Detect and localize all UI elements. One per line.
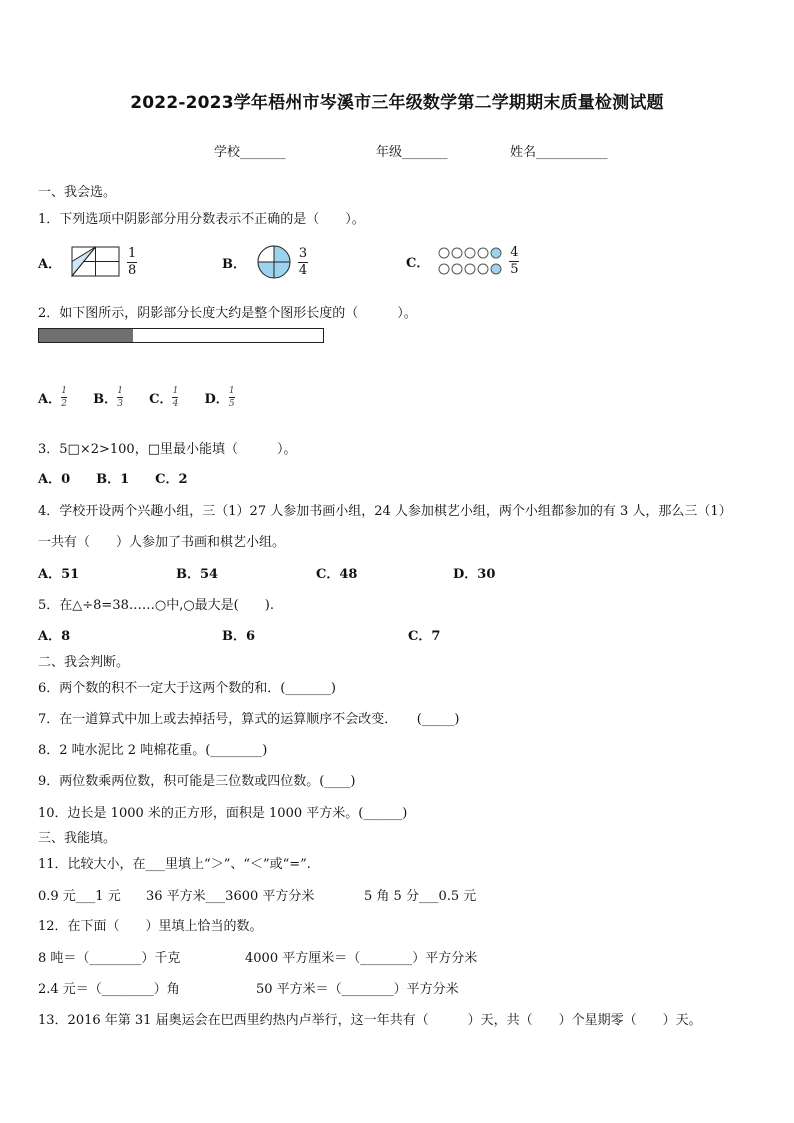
q1-option-a[interactable]: [38, 246, 137, 278]
question-12: 12．在下面（ ）里填上恰当的数。: [38, 919, 263, 934]
q2-option-a-label: A．: [38, 392, 62, 407]
q2-option-d-fraction: [229, 386, 235, 409]
fraction-denominator: 5: [228, 399, 235, 409]
question-6[interactable]: 6．两个数的积不一定大于这两个数的和．(_______): [38, 681, 336, 696]
question-9[interactable]: 9．两位数乘两位数，积可能是三位数或四位数。(____): [38, 774, 356, 789]
q1-option-c-label: C．: [406, 255, 430, 271]
q2-option-a-fraction: [61, 386, 67, 409]
q1-dots-figure: [437, 244, 505, 278]
q11-item-2[interactable]: 36 平方米___3600 平方分米: [146, 889, 315, 904]
q2-option-c[interactable]: [149, 386, 178, 409]
q2-option-b-label: B．: [93, 392, 118, 407]
q2-shaded-portion: [39, 329, 133, 342]
q1-option-a-label: A．: [38, 256, 62, 272]
q12-item-4[interactable]: 50 平方米＝（________）平方分米: [256, 982, 459, 997]
question-4-line-2: 一共有（ ）人参加了书画和棋艺小组。: [38, 535, 286, 550]
q2-options: [38, 386, 235, 409]
fraction-numerator: 1: [117, 386, 123, 396]
fraction-denominator: 5: [510, 261, 519, 277]
q1-option-a-fraction: [127, 247, 137, 278]
q4-option-b[interactable]: B．54: [176, 567, 219, 582]
q1-option-b-fraction: [298, 247, 308, 278]
question-13[interactable]: 13．2016 年第 31 届奥运会在巴西里约热内卢举行，这一年共有（ ）天，共（ ）个星期零（ ）天。: [38, 1013, 702, 1028]
section-heading-1: 一、我会选。: [38, 185, 117, 200]
question-1: 1．下列选项中阴影部分用分数表示不正确的是（ ）。: [38, 212, 365, 227]
fraction-numerator: 1: [228, 386, 235, 396]
q5-option-b[interactable]: B．6: [222, 629, 256, 644]
question-3: 3．5□×2>100，□里最小能填（ ）。: [38, 442, 297, 457]
q4-option-a[interactable]: A．51: [38, 567, 80, 582]
q2-option-d-label: D．: [204, 392, 229, 407]
q1-option-c[interactable]: [406, 244, 519, 278]
fraction-numerator: 1: [172, 386, 179, 396]
q2-option-a[interactable]: [38, 386, 67, 409]
q11-item-3[interactable]: 5 角 5 分___0.5 元: [364, 889, 477, 904]
fraction-numerator: 4: [510, 244, 519, 260]
q12-item-3[interactable]: 2.4 元＝（________）角: [38, 982, 180, 997]
fraction-numerator: 1: [61, 386, 67, 396]
q2-option-d[interactable]: [204, 386, 234, 409]
question-2: 2．如下图所示，阴影部分长度大约是整个图形长度的（ ）。: [38, 306, 417, 321]
section-heading-3: 三、我能填。: [38, 831, 117, 846]
fraction-denominator: 4: [298, 262, 308, 278]
q3-options[interactable]: A．0 B．1 C．2: [38, 472, 188, 487]
name-field[interactable]: 姓名___________: [510, 145, 608, 160]
q1-rectangle-figure: [71, 246, 121, 278]
q1-circle-figure: [256, 244, 292, 280]
fraction-denominator: 2: [61, 399, 67, 409]
fraction-denominator: 3: [117, 399, 123, 409]
q5-option-a[interactable]: A．8: [38, 629, 71, 644]
q12-item-1[interactable]: 8 吨＝（________）千克: [38, 951, 181, 966]
fraction-denominator: 4: [172, 399, 179, 409]
grade-field[interactable]: 年级_______: [376, 145, 448, 160]
school-field[interactable]: 学校_______: [214, 145, 286, 160]
question-11: 11．比较大小，在___里填上“＞”、“＜”或“=”.: [38, 857, 311, 872]
q1-option-b[interactable]: [222, 244, 308, 280]
question-10[interactable]: 10．边长是 1000 米的正方形，面积是 1000 平方米。(______): [38, 806, 408, 821]
q1-option-b-label: B．: [222, 256, 246, 272]
q2-option-b-fraction: [117, 386, 123, 409]
q2-option-c-fraction: [172, 386, 178, 409]
q2-option-b[interactable]: [93, 386, 123, 409]
q2-option-c-label: C．: [149, 392, 173, 407]
question-7[interactable]: 7．在一道算式中加上或去掉括号，算式的运算顺序不会改变． (_____): [38, 712, 460, 727]
page-title: 2022-2023学年梧州市岑溪市三年级数学第二学期期末质量检测试题: [130, 93, 664, 113]
q11-item-1[interactable]: 0.9 元___1 元: [38, 889, 121, 904]
section-heading-2: 二、我会判断。: [38, 655, 130, 670]
fraction-denominator: 8: [127, 262, 137, 278]
q12-item-2[interactable]: 4000 平方厘米＝（________）平方分米: [245, 951, 478, 966]
q5-option-c[interactable]: C．7: [408, 629, 441, 644]
q1-option-c-fraction: [509, 246, 519, 277]
q2-length-bar: [38, 328, 324, 343]
fraction-numerator: 3: [298, 245, 308, 261]
fraction-numerator: 1: [127, 245, 137, 261]
q4-option-d[interactable]: D．30: [453, 567, 496, 582]
question-5: 5．在△÷8=38……○中,○最大是( ).: [38, 598, 274, 613]
question-4-line-1: 4．学校开设两个兴趣小组，三（1）27 人参加书画小组，24 人参加棋艺小组，两个小组都参加的有 3 人，那么三（1）: [38, 504, 732, 519]
question-8[interactable]: 8．2 吨水泥比 2 吨棉花重。(________): [38, 743, 268, 758]
q4-option-c[interactable]: C．48: [316, 567, 358, 582]
